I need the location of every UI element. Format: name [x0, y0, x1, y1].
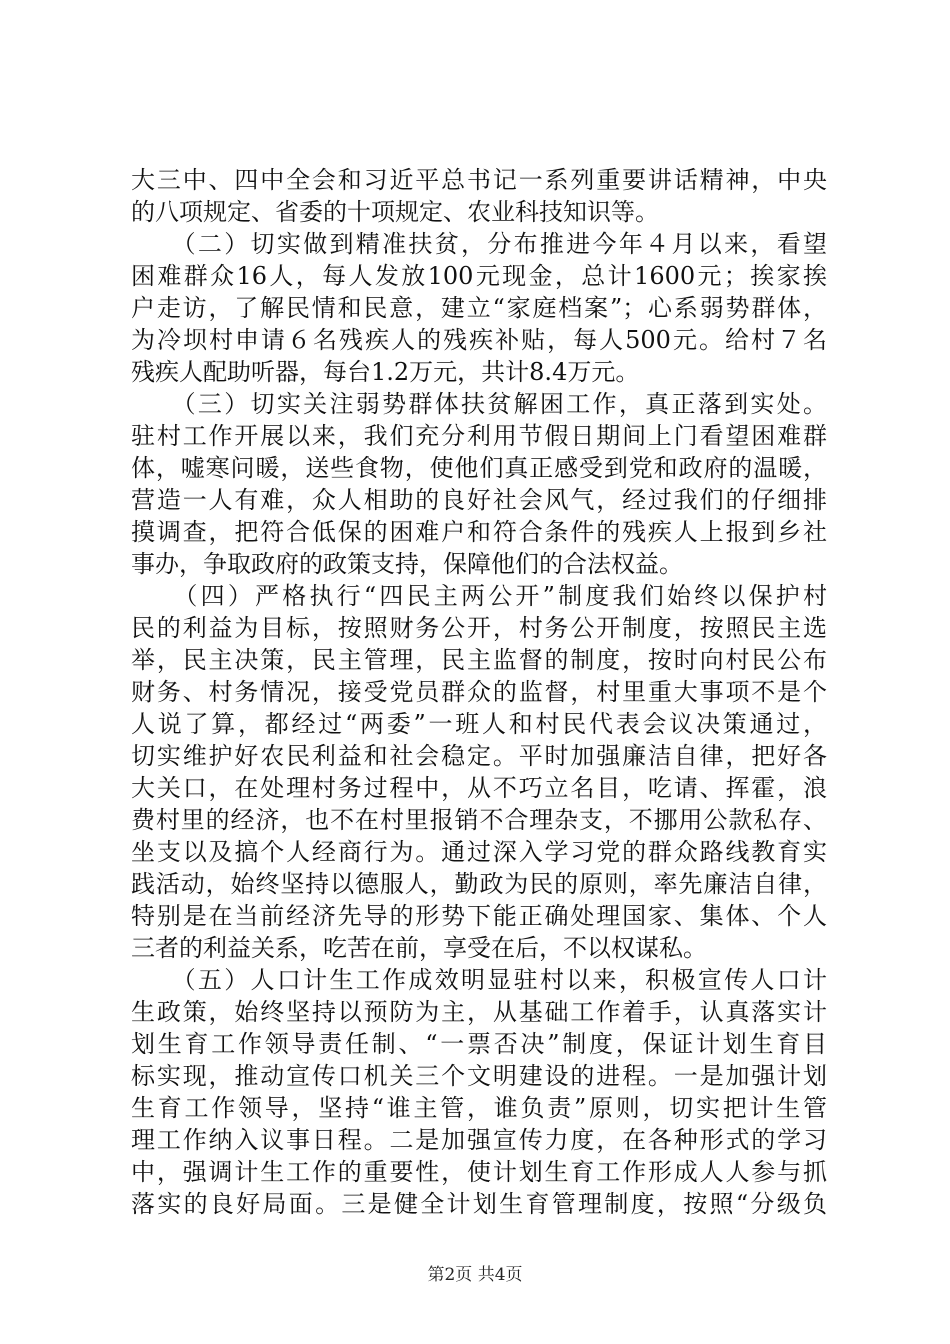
- text-line: 财务、村务情况，接受党员群众的监督，村里重大事项不是个: [131, 678, 827, 706]
- text-line: 三者的利益关系，吃苦在前，享受在后，不以权谋私。: [131, 934, 707, 962]
- text-line: 户走访，了解民情和民意，建立“家庭档案”；心系弱势群体，: [131, 294, 827, 322]
- text-line: 事办，争取政府的政策支持，保障他们的合法权益。: [131, 550, 683, 578]
- text-line: 践活动，始终坚持以德服人，勤政为民的原则，率先廉洁自律，: [131, 870, 827, 898]
- text-line: 划生育工作领导责任制、“一票否决”制度，保证计划生育目: [131, 1030, 827, 1058]
- text-line: （三）切实关注弱势群体扶贫解困工作，真正落到实处。: [131, 390, 827, 418]
- text-line: 的八项规定、省委的十项规定、农业科技知识等。: [131, 198, 659, 226]
- text-line: 费村里的经济，也不在村里报销不合理杂支，不挪用公款私存、: [131, 806, 827, 834]
- text-line: 特别是在当前经济先导的形势下能正确处理国家、集体、个人: [131, 902, 827, 930]
- text-line: 困难群众16人，每人发放100元现金，总计1600元；挨家挨: [131, 262, 827, 290]
- text-line: 体，嘘寒问暖，送些食物，使他们真正感受到党和政府的温暖，: [131, 454, 827, 482]
- document-body: [131, 164, 827, 1220]
- text-line: 落实的良好局面。三是健全计划生育管理制度，按照“分级负: [131, 1190, 827, 1218]
- text-line: 理工作纳入议事日程。二是加强宣传力度，在各种形式的学习: [131, 1126, 827, 1154]
- text-line: 驻村工作开展以来，我们充分利用节假日期间上门看望困难群: [131, 422, 827, 450]
- page-footer: 第2页 共4页: [427, 1265, 523, 1285]
- text-line: 为冷坝村申请６名残疾人的残疾补贴，每人500元。给村７名: [131, 326, 827, 354]
- text-line: 民的利益为目标，按照财务公开，村务公开制度，按照民主选: [131, 614, 827, 642]
- text-line: 生育工作领导，坚持“谁主管，谁负责”原则，切实把计生管: [131, 1094, 827, 1122]
- text-line: 标实现，推动宣传口机关三个文明建设的进程。一是加强计划: [131, 1062, 827, 1090]
- text-line: （五）人口计生工作成效明显驻村以来，积极宣传人口计: [131, 966, 827, 994]
- text-line: 摸调查，把符合低保的困难户和符合条件的残疾人上报到乡社: [131, 518, 827, 546]
- text-line: （二）切实做到精准扶贫，分布推进今年４月以来，看望: [131, 230, 827, 258]
- text-line: 生政策，始终坚持以预防为主，从基础工作着手，认真落实计: [131, 998, 827, 1026]
- text-line: （四）严格执行“四民主两公开”制度我们始终以保护村: [131, 582, 827, 610]
- text-line: 中，强调计生工作的重要性，使计划生育工作形成人人参与抓: [131, 1158, 827, 1186]
- text-line: 残疾人配助听器，每台1.2万元，共计8.4万元。: [131, 358, 640, 386]
- text-line: 大关口，在处理村务过程中，从不巧立名目，吃请、挥霍，浪: [131, 774, 827, 802]
- text-line: 切实维护好农民利益和社会稳定。平时加强廉洁自律，把好各: [131, 742, 827, 770]
- text-line: 举，民主决策，民主管理，民主监督的制度，按时向村民公布: [131, 646, 827, 674]
- text-line: 人说了算，都经过“两委”一班人和村民代表会议决策通过，: [131, 710, 827, 738]
- text-line: 营造一人有难，众人相助的良好社会风气，经过我们的仔细排: [131, 486, 827, 514]
- text-line: 坐支以及搞个人经商行为。通过深入学习党的群众路线教育实: [131, 838, 827, 866]
- text-line: 大三中、四中全会和习近平总书记一系列重要讲话精神，中央: [131, 166, 827, 194]
